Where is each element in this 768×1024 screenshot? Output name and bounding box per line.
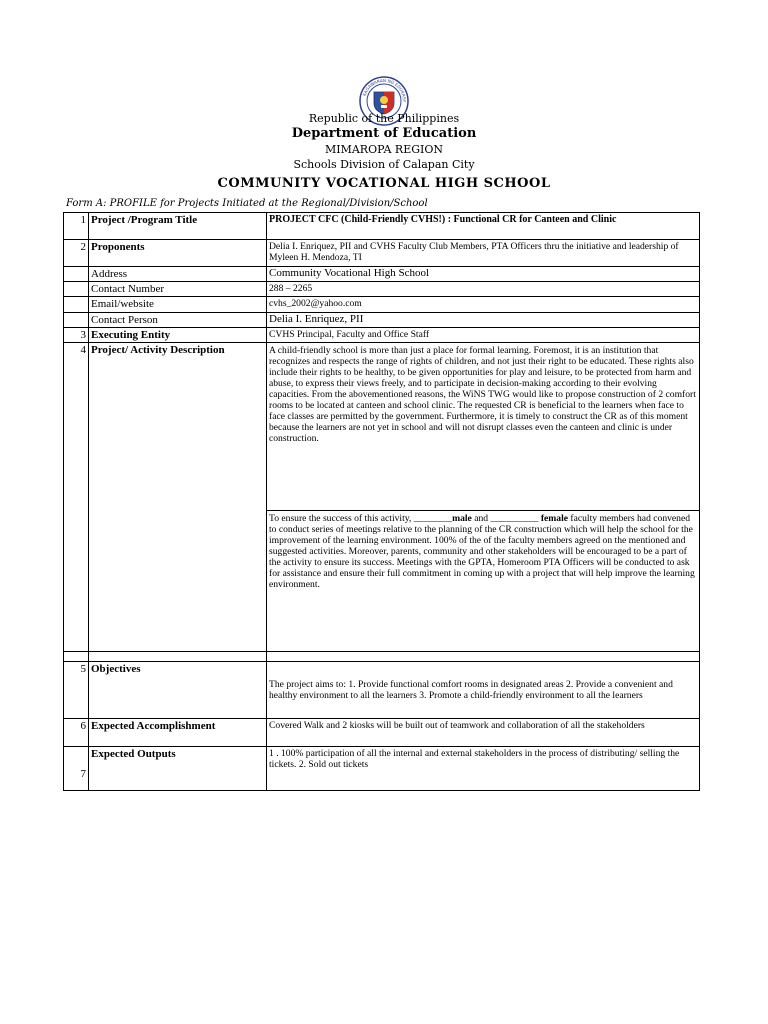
row-proponents	[64, 240, 700, 267]
row-number: 2	[64, 240, 89, 267]
value-executing-entity: CVHS Principal, Faculty and Office Staff	[267, 328, 700, 343]
label-address: Address	[89, 267, 267, 282]
value-objectives: The project aims to: 1. Provide functional comfort rooms in designated areas 2. Provide a convenient and healthy environment to all the learners 3. Promote a child-friendly environment to all the learners	[267, 662, 700, 719]
row-number: 6	[64, 719, 89, 747]
row-title	[64, 213, 700, 240]
value-outputs: 1 . 100% participation of all the internal and external stakeholders in the process of distributing/ selling the tickets. 2. Sold out tickets	[267, 747, 700, 791]
row-number: 5	[64, 662, 89, 719]
label-outputs: Expected Outputs	[89, 747, 267, 791]
row-contact-number	[64, 282, 700, 297]
division-line: Schools Division of Calapan City	[293, 158, 475, 171]
row-email	[64, 297, 700, 313]
value-contact-person: Delia I. Enriquez, PII	[267, 313, 700, 328]
republic-line: Republic of the Philippines	[308, 112, 460, 125]
row-description	[64, 343, 700, 511]
school-title: COMMUNITY VOCATIONAL HIGH SCHOOL	[217, 176, 551, 191]
profile-table	[63, 212, 700, 791]
label-project-title: Project /Program Title	[89, 213, 267, 240]
value-proponents: Delia I. Enriquez, PII and CVHS Faculty Club Members, PTA Officers thru the initiative and leadership of Myleen H. Mendoza, TI	[267, 240, 700, 267]
row-number: 3	[64, 328, 89, 343]
row-objectives	[64, 662, 700, 719]
value-description-para2: To ensure the success of this activity, ________male and __________ female faculty members had convened to conduct series of meetings relative to the planning of the CR construction which will help the school for the improvement of the learning environment. 100% of the of the faculty members agreed on the mentioned and suggested activities. Moreover, parents, community and other stakeholders will be encouraged to be a part of the activity to ensure its success. Meetings with the GPTA, Homeroom PTA Officers will be conducted to ask for assistance and ensure their full commitment in coming up with a project that will help improve the learning environment.	[267, 511, 700, 652]
row-address	[64, 267, 700, 282]
row-number: 1	[64, 213, 89, 240]
value-address: Community Vocational High School	[267, 267, 700, 282]
male-label: male	[452, 513, 472, 524]
female-label: female	[540, 513, 569, 524]
row-number: 4	[64, 343, 89, 652]
label-contact-number: Contact Number	[89, 282, 267, 297]
label-accomplishment: Expected Accomplishment	[89, 719, 267, 747]
value-project-title: PROJECT CFC (Child-Friendly CVHS!) : Functional CR for Canteen and Clinic	[267, 213, 700, 240]
row-accomplishment	[64, 719, 700, 747]
row-executing-entity	[64, 328, 700, 343]
row-outputs	[64, 747, 700, 791]
label-proponents: Proponents	[89, 240, 267, 267]
value-description-para1: A child-friendly school is more than just a place for formal learning. Foremost, it is an institution that recognizes and respects the range of rights of children, and not just their right to be educated. These rights also include their rights to be healthy, to be given opportunities for play and leisure, to be protected from harm and abuse, to express their views freely, and to participate in decision-making according to their evolving capacities. From the abovementioned reasons, the WiNS TWG would like to propose construction of 2 comfort rooms to be located at canteen and school clinic. The requested CR is beneficial to the learners when face to face classes are permitted by the government. Furthermore, it is timely to construct the CR as of this moment because the learners are not yet in school and will not disrupt classes even the canteen and clinic is under construction.	[267, 343, 700, 511]
label-description: Project/ Activity Description	[89, 343, 267, 652]
form-caption: Form A: PROFILE for Projects Initiated at the Regional/Division/School	[66, 198, 428, 209]
row-number: 7	[64, 747, 89, 791]
label-email: Email/website	[89, 297, 267, 313]
label-objectives: Objectives	[89, 662, 267, 719]
seal-text: KAGAWARAN NG EDUKASY	[361, 77, 408, 103]
value-email: cvhs_2002@yahoo.com	[267, 297, 700, 313]
label-executing-entity: Executing Entity	[89, 328, 267, 343]
value-contact-number: 288 – 2265	[267, 282, 700, 297]
department-title: Department of Education	[291, 126, 477, 141]
value-accomplishment: Covered Walk and 2 kiosks will be built out of teamwork and collaboration of all the stakeholders	[267, 719, 700, 747]
label-contact-person: Contact Person	[89, 313, 267, 328]
row-spacer	[64, 652, 700, 662]
row-contact-person	[64, 313, 700, 328]
region-line: MIMAROPA REGION	[324, 143, 444, 156]
